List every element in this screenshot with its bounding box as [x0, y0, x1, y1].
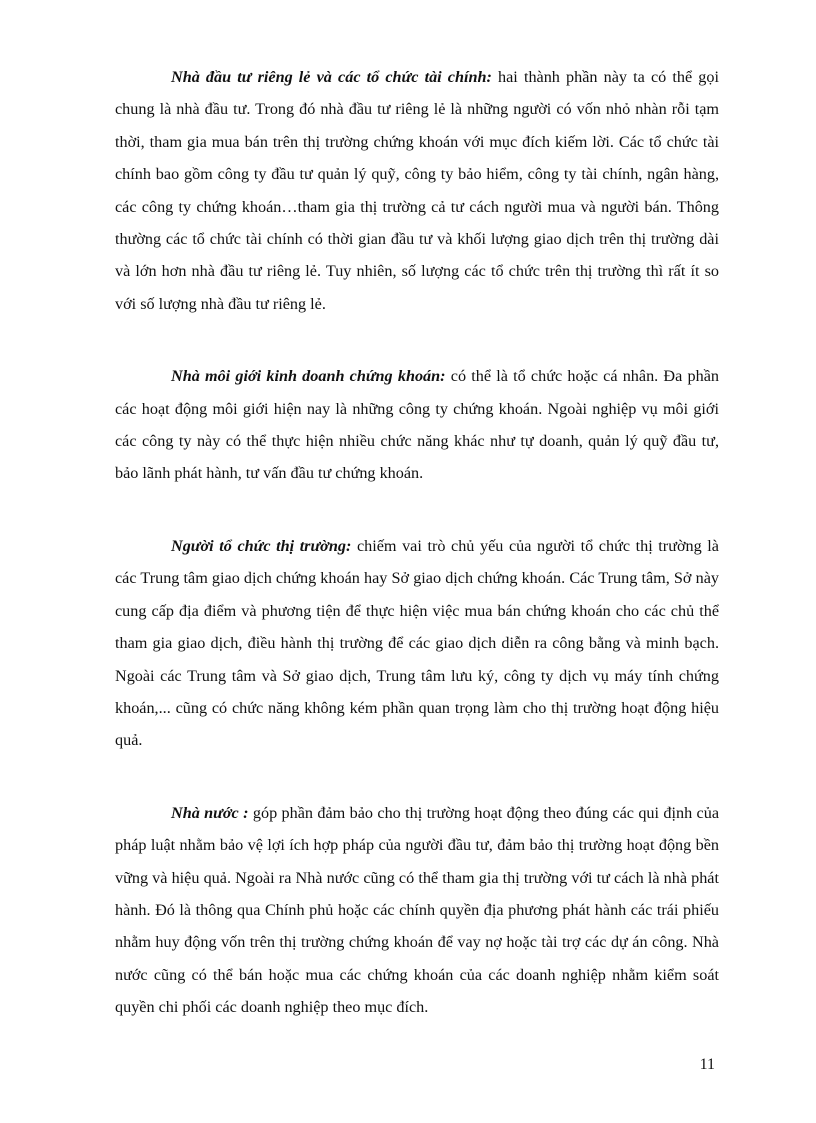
page-number: 11 — [699, 1056, 715, 1073]
paragraph-brokers — [115, 360, 719, 490]
term-individual-investors: Nhà đầu tư riêng lẻ và các tổ chức tài chính: — [171, 68, 492, 86]
paragraph-market-organizers — [115, 530, 719, 757]
paragraph-individual-investors — [115, 61, 719, 320]
term-market-organizers: Người tổ chức thị trường: — [171, 536, 352, 555]
paragraph-text: chiếm vai trò chủ yếu của người tổ chức thị trường là các Trung tâm giao dịch chứng khoán hay Sở giao dịch chứng khoán. Các Trung tâm, Sở này cung cấp địa điểm và phương tiện để thực hiện việc mua bán chứng khoán cho các chủ thể tham gia giao dịch, điều hành thị trường để các giao dịch diễn ra công bằng và minh bạch. Ngoài các Trung tâm và Sở giao dịch, Trung tâm lưu ký, công ty dịch vụ máy tính chứng khoán,... cũng có chức năng không kém phần quan trọng làm cho thị trường hoạt động hiệu quả. — [115, 536, 719, 750]
paragraph-text: góp phần đảm bảo cho thị trường hoạt động theo đúng các qui định của pháp luật nhằm bảo vệ lợi ích hợp pháp của người đầu tư, đảm bảo thị trường hoạt động bền vững và hiệu quả. Ngoài ra Nhà nước cũng có thể tham gia thị trường với tư cách là nhà phát hành. Đó là thông qua Chính phủ hoặc các chính quyền địa phương phát hành các trái phiếu nhằm huy động vốn trên thị trường chứng khoán để vay nợ hoặc tài trợ các dự án công. Nhà nước cũng có thể bán hoặc mua các chứng khoán của các doanh nghiệp nhằm kiểm soát quyền chi phối các doanh nghiệp theo mục đích. — [115, 803, 719, 1017]
paragraph-text: có thể là tổ chức hoặc cá nhân. Đa phần các hoạt động môi giới hiện nay là những công ty chứng khoán. Ngoài nghiệp vụ môi giới các công ty này có thể thực hiện nhiều chức năng khác như tự doanh, quản lý quỹ đầu tư, bảo lãnh phát hành, tư vấn đầu tư chứng khoán. — [115, 367, 719, 483]
document-body — [115, 61, 719, 1024]
term-brokers: Nhà môi giới kinh doanh chứng khoán: — [171, 367, 446, 386]
paragraph-state — [115, 797, 719, 1024]
paragraph-text: hai thành phần này ta có thể gọi chung là nhà đầu tư. Trong đó nhà đầu tư riêng lẻ là những người có vốn nhỏ nhàn rỗi tạm thời, tham gia mua bán trên thị trường chứng khoán với mục đích kiếm lời. Các tổ chức tài chính bao gồm công ty đầu tư quản lý quỹ, công ty bảo hiểm, công ty tài chính, ngân hàng, các công ty chứng khoán…tham gia thị trường cả tư cách người mua và người bán. Thông thường các tổ chức tài chính có thời gian đầu tư và khối lượng giao dịch trên thị trường dài và lớn hơn nhà đầu tư riêng lẻ. Tuy nhiên, số lượng các tổ chức trên thị trường thì rất ít so với số lượng nhà đầu tư riêng lẻ. — [115, 68, 719, 313]
term-state: Nhà nước : — [171, 803, 249, 822]
